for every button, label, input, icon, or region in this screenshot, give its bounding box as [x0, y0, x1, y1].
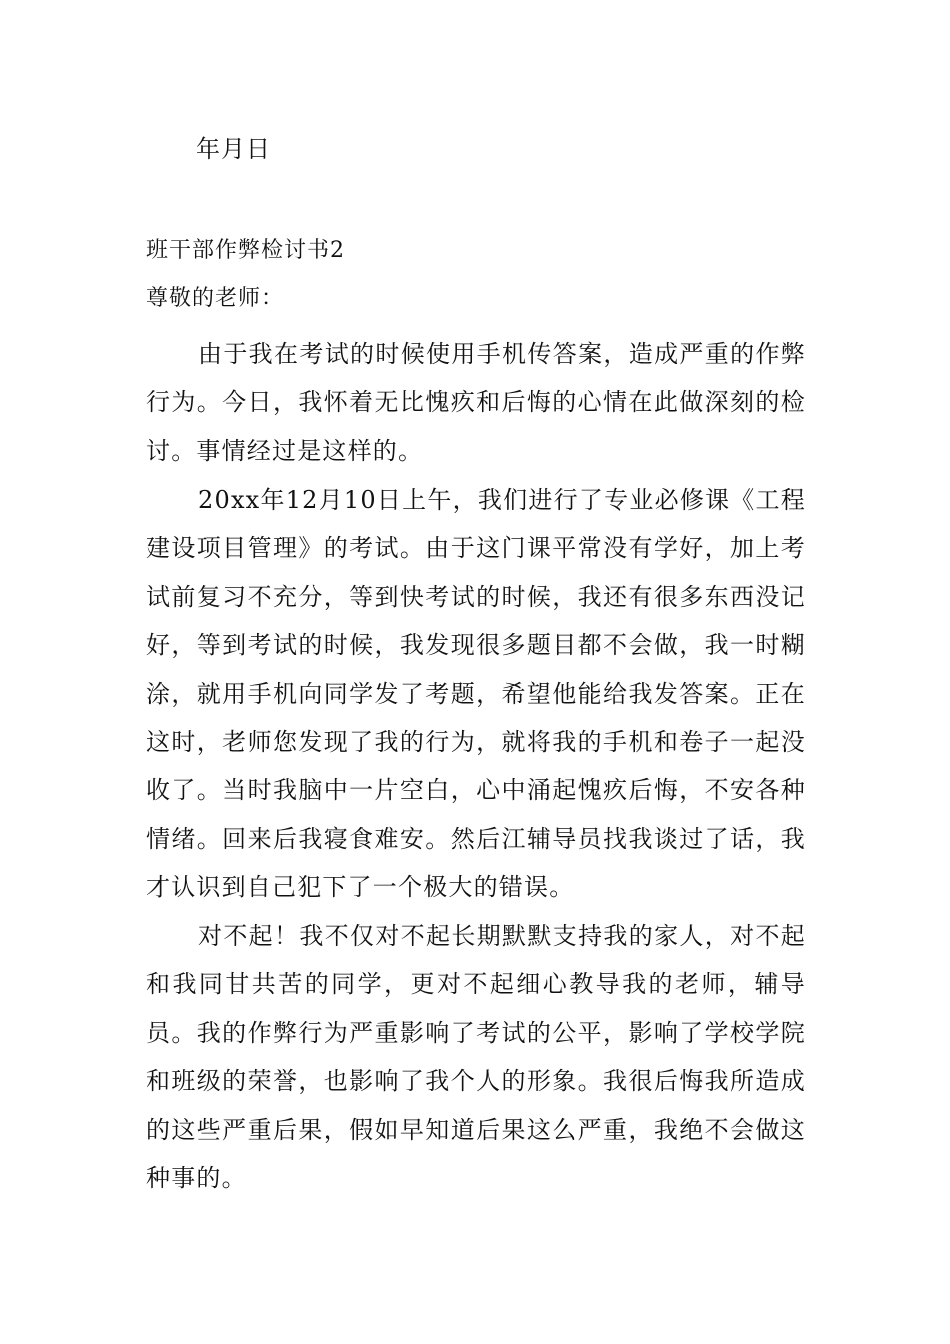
document-title: 班干部作弊检讨书2 — [146, 238, 345, 263]
paragraph-2: 20xx年12月10日上午，我们进行了专业必修课《工程建设项目管理》的考试。由于这门课平常没有学好，加上考试前复习不充分，等到快考试的时候，我还有很多东西没记好，等到考试的时候，我发现很多题目都不会做，我一时糊涂，就用手机向同学发了考题，希望他能给我发答案。正在这时，老师您发现了我的行为，就将我的手机和卷子一起没收了。当时我脑中一片空白，心中涌起愧疚后悔，不安各种情绪。回来后我寝食难安。然后江辅导员找我谈过了话，我才认识到自己犯下了一个极大的错误。 — [146, 486, 806, 902]
paragraph-1: 由于我在考试的时候使用手机传答案，造成严重的作弊行为。今日，我怀着无比愧疚和后悔的心情在此做深刻的检讨。事情经过是这样的。 — [146, 340, 806, 465]
paragraph-3: 对不起！我不仅对不起长期默默支持我的家人，对不起和我同甘共苦的同学，更对不起细心教导我的老师，辅导员。我的作弊行为严重影响了考试的公平，影响了学校学院和班级的荣誉，也影响了我个人的形象。我很后悔我所造成的这些严重后果，假如早知道后果这么严重，我绝不会做这种事的。 — [146, 922, 806, 1193]
date-line: 年月日 — [196, 135, 271, 163]
salutation: 尊敬的老师： — [146, 286, 285, 311]
